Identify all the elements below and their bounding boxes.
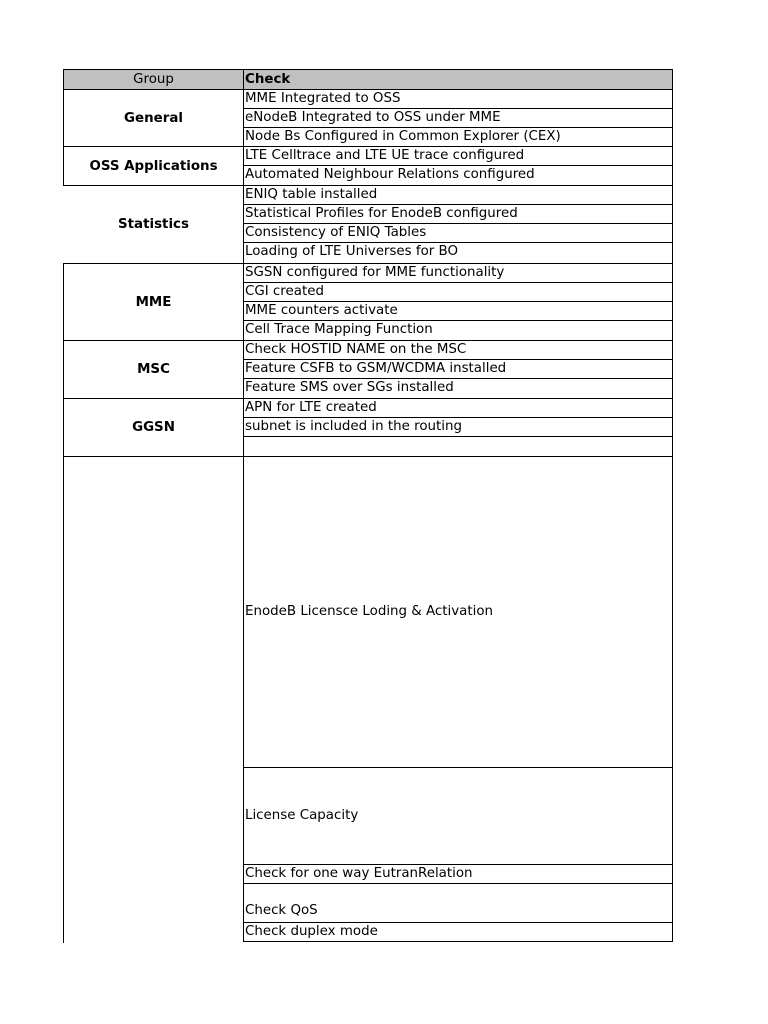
check-cell: ENIQ table installed (245, 187, 378, 203)
grid-line (63, 398, 673, 399)
check-cell: Consistency of ENIQ Tables (245, 225, 427, 241)
group-general: General (124, 110, 183, 126)
check-cell: Loading of LTE Universes for BO (245, 244, 459, 260)
grid-line (243, 127, 673, 128)
grid-line (243, 359, 673, 360)
check-cell: Feature SMS over SGs installed (245, 380, 454, 396)
check-cell-empty (245, 437, 671, 455)
check-cell: Check HOSTID NAME on the MSC (245, 342, 467, 358)
check-cell: Cell Trace Mapping Function (245, 322, 433, 338)
check-cell: LTE Celltrace and LTE UE trace configured (245, 148, 525, 164)
check-cell: Check QoS (245, 902, 318, 918)
check-cell: EnodeB Licensce Loding & Activation (245, 604, 494, 620)
check-cell: SGSN configured for MME functionality (245, 265, 505, 281)
grid-line (243, 204, 673, 205)
group-oss-applications: OSS Applications (89, 158, 218, 174)
grid-line (63, 146, 673, 147)
grid-line (243, 378, 673, 379)
grid-line (243, 417, 673, 418)
check-cell: Check duplex mode (245, 924, 378, 940)
check-cell: CGI created (245, 284, 324, 300)
grid-line (243, 883, 673, 884)
column-header-check: Check (245, 72, 291, 87)
grid-line (243, 242, 673, 243)
grid-line (672, 69, 673, 942)
grid-line (243, 436, 673, 437)
check-cell: License Capacity (245, 808, 359, 824)
check-cell: APN for LTE created (245, 400, 377, 416)
grid-line (243, 941, 673, 942)
grid-line (63, 185, 673, 186)
check-cell: eNodeB Integrated to OSS under MME (245, 110, 501, 126)
grid-line (243, 767, 673, 768)
check-cell: MME Integrated to OSS (245, 91, 401, 107)
check-cell: Automated Neighbour Relations configured (245, 167, 535, 183)
grid-line (243, 69, 244, 942)
grid-line (243, 320, 673, 321)
check-cell: Check for one way EutranRelation (245, 866, 473, 882)
grid-line (243, 223, 673, 224)
grid-line (243, 108, 673, 109)
table-border-top (63, 69, 673, 70)
check-cell: Node Bs Configured in Common Explorer (CEX) (245, 129, 561, 145)
group-statistics: Statistics (118, 216, 189, 232)
check-cell: Feature CSFB to GSM/WCDMA installed (245, 361, 507, 377)
grid-line (243, 864, 673, 865)
grid-line (63, 263, 64, 943)
grid-line (63, 263, 673, 264)
grid-line (63, 69, 64, 186)
check-cell: Statistical Profiles for EnodeB configured (245, 206, 518, 222)
column-header-group: Group (133, 72, 174, 87)
check-cell: MME counters activate (245, 303, 398, 319)
grid-line (63, 456, 673, 457)
grid-line (63, 89, 673, 90)
group-ggsn: GGSN (132, 420, 175, 435)
group-mme: MME (135, 294, 172, 310)
group-msc: MSC (137, 362, 170, 377)
check-cell: subnet is included in the routing (245, 419, 462, 435)
grid-line (243, 165, 673, 166)
grid-line (243, 282, 673, 283)
grid-line (243, 922, 673, 923)
grid-line (63, 340, 673, 341)
grid-line (243, 301, 673, 302)
